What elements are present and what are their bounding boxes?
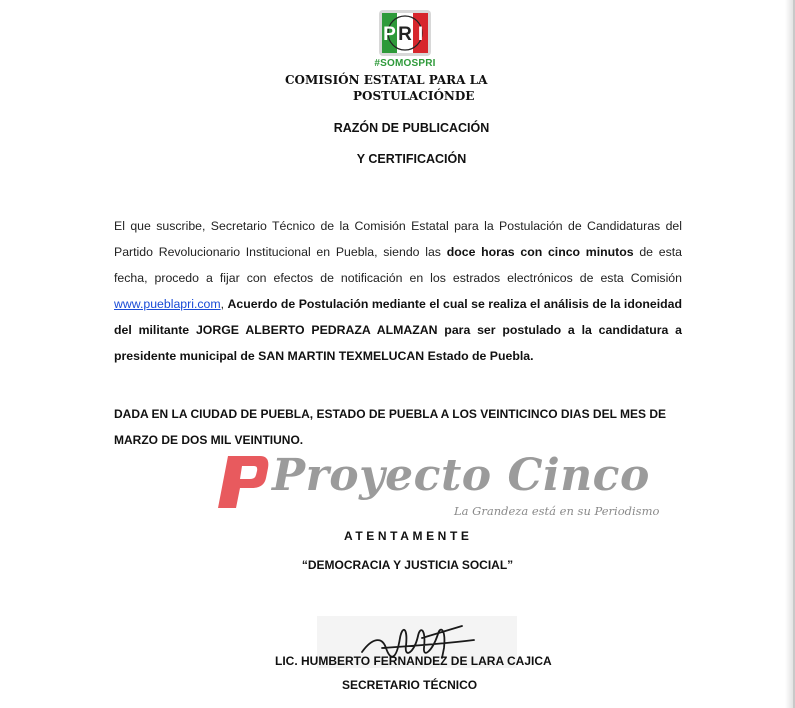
party-motto: “DEMOCRACIA Y JUSTICIA SOCIAL” [301, 558, 514, 572]
signatory-role: SECRETARIO TÉCNICO [342, 678, 478, 692]
signatory-name: LIC. HUMBERTO FERNANDEZ DE LARA CAJICA [275, 654, 552, 668]
hashtag: #SOMOSPRI [374, 58, 436, 69]
logo-letter-i: I [417, 24, 424, 45]
pri-logo-icon [379, 10, 431, 56]
proyecto-cinco-watermark [214, 448, 660, 520]
issued-statement: DADA EN LA CIUDAD DE PUEBLA, ESTADO DE PUEBLA A LOS VEINTICINCO DIAS DEL MES DE MARZO DE DOS MIL VEINTIUNO. [114, 407, 667, 447]
certification-paragraph [114, 213, 682, 369]
website-link[interactable]: www.pueblapri.com [114, 297, 221, 311]
watermark-title: Proyecto Cinco [272, 450, 650, 501]
page-shadow [785, 0, 795, 708]
document-title-line1: RAZÓN DE PUBLICACIÓN [333, 121, 490, 135]
org-name-line2: POSTULACIÓNDE [353, 89, 475, 103]
paragraph-bold-time: doce horas con cinco minutos [446, 245, 634, 259]
paragraph-text-b: de esta fecha, procedo a fijar con efectos de notificación en los estrados electrónicos de esta Comisión [114, 245, 682, 285]
closing-atentamente: ATENTAMENTE [344, 529, 473, 543]
paragraph-text-c: , [220, 297, 228, 311]
watermark-tagline: La Grandeza está en su Periodismo [454, 504, 660, 518]
proyecto-cinco-logo-icon [214, 452, 270, 510]
logo-letter-p: P [383, 24, 396, 45]
logo-letter-r: R [398, 24, 412, 45]
document-title-line2: Y CERTIFICACIÓN [356, 152, 467, 166]
org-name-line1: COMISIÓN ESTATAL PARA LA [285, 73, 488, 87]
paragraph-text-a: El que suscribe, Secretario Técnico de la Comisión Estatal para la Postulación de Candidaturas del Partido Revolucionario Institucional en Puebla, siendo las [114, 219, 682, 259]
paragraph-bold-agreement: Acuerdo de Postulación mediante el cual se realiza el análisis de la idoneidad del militante JORGE ALBERTO PEDRAZA ALMAZAN para ser postulado a la candidatura a presidente municipal de SAN MARTIN TEXMELUCAN Estado de Puebla. [114, 297, 682, 363]
